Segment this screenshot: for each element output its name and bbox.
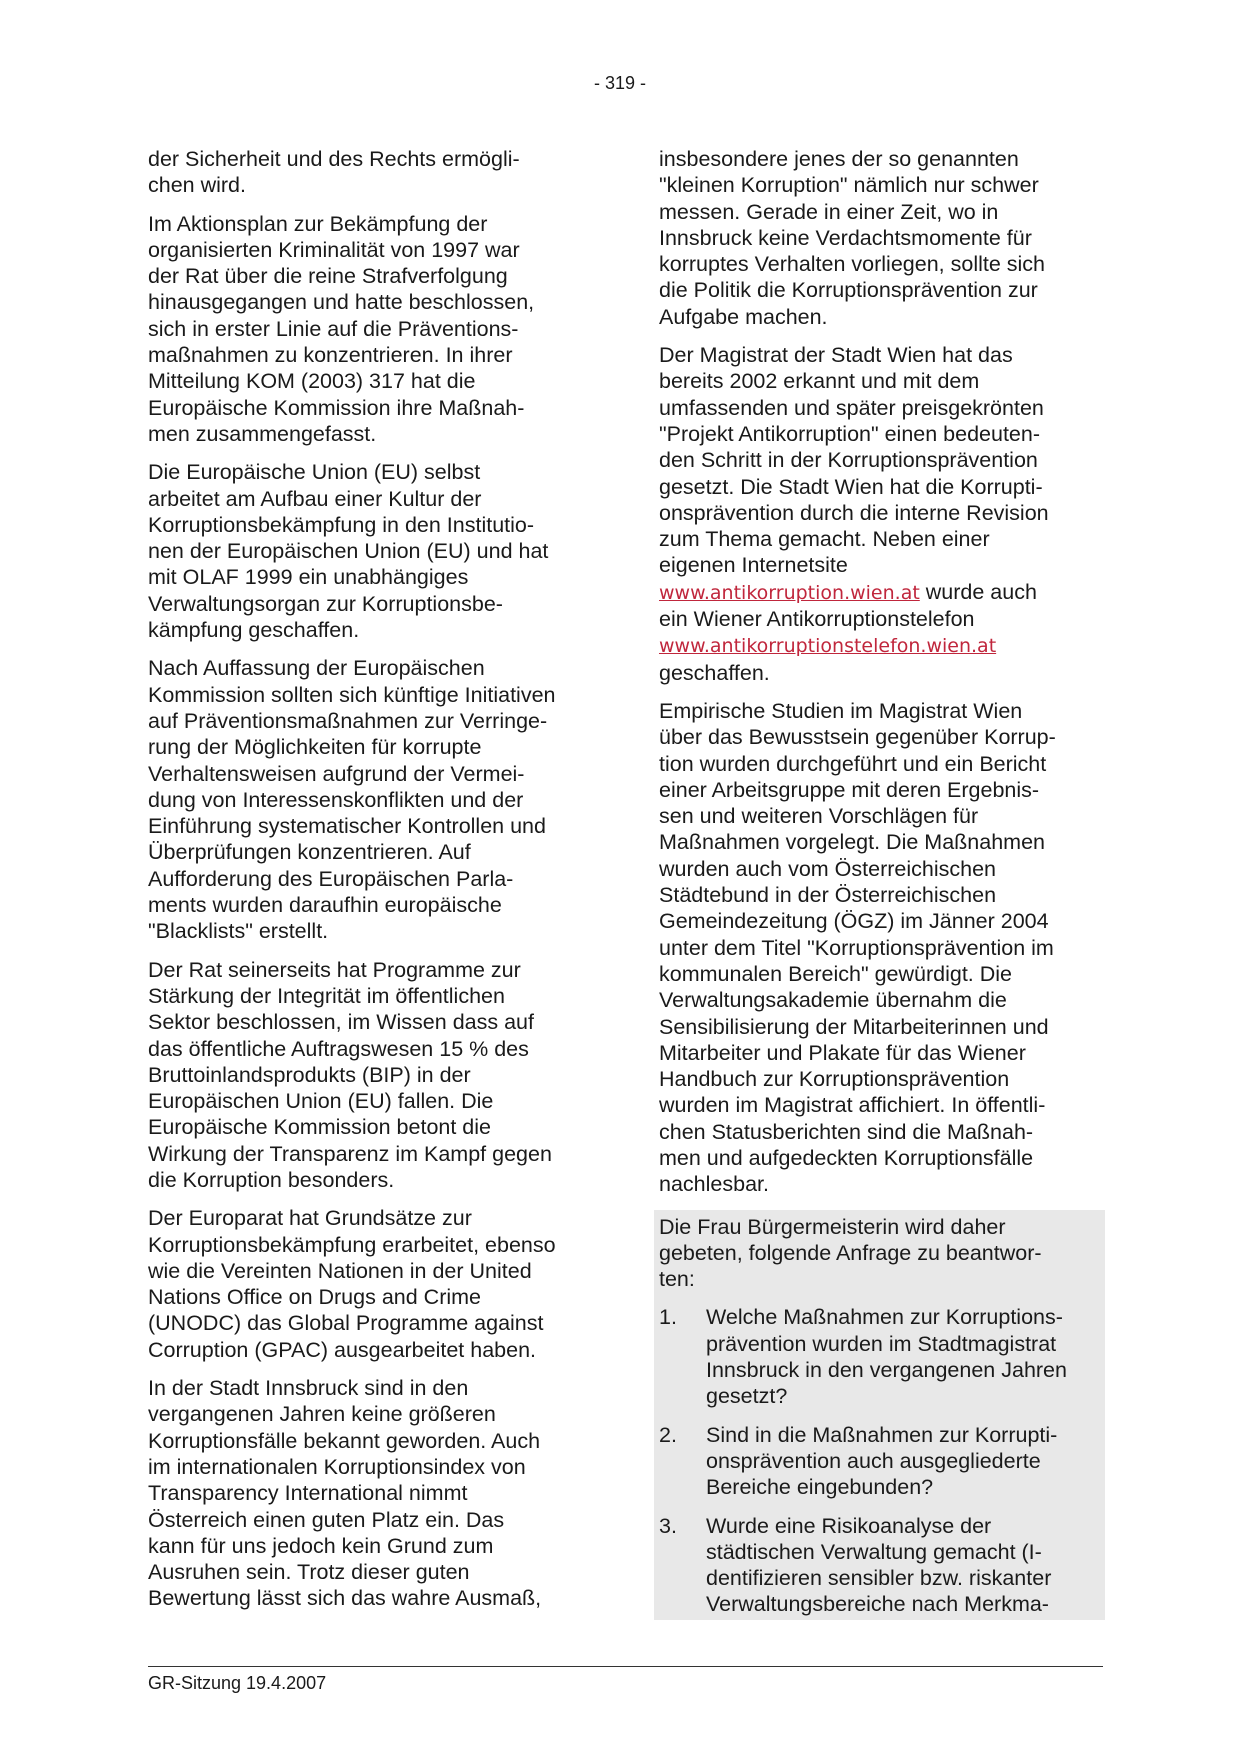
- paragraph: In der Stadt Innsbruck sind in den vergangenen Jahren keine größeren Korruptionsfälle bekannt geworden. Auch im internationalen Korruptionsindex von Transparency International nimmt Österreich einen guten Platz ein. Das kann für uns jedoch kein Grund zum Ausruhen sein. Trotz dieser guten Bewertung lässt sich das wahre Ausmaß,: [148, 1376, 542, 1611]
- paragraph: Die Europäische Union (EU) selbst arbeitet am Aufbau einer Kultur der Korruptionsbekämpfung in den Institutio- nen der Europäischen Union (EU) und hat mit OLAF 1999 ein unabhängiges Verwaltungsorgan zur Korruptionsbe- kämpfung geschaffen.: [148, 460, 549, 643]
- question-text: Welche Maßnahmen zur Korruptions- prävention wurden im Stadtmagistrat Innsbruck in den vergangenen Jahren gesetzt?: [706, 1305, 1067, 1409]
- footer-divider: [148, 1666, 1103, 1667]
- page-number: - 319 -: [593, 73, 647, 93]
- paragraph: der Sicherheit und des Rechts ermögli- chen wird.: [148, 147, 520, 198]
- link-antikorruption[interactable]: www.antikorruption.wien.at: [659, 581, 920, 604]
- paragraph-text: geschaffen.: [659, 660, 770, 685]
- paragraph-wien: [659, 342, 1099, 686]
- list-item: [659, 1304, 1101, 1409]
- paragraph: Empirische Studien im Magistrat Wien über das Bewusstsein gegenüber Korrup- tion wurden durchgeführt und ein Bericht einer Arbeitsgruppe mit deren Ergebnis- sen und weiteren Vorschlägen für Maßnahmen vorgelegt. Die Maßnahmen wurden auch vom Österreichischen Städtebund in der Österreichischen Gemeindezeitung (ÖGZ) im Jänner 2004 unter dem Titel "Korruptionsprävention im kommunalen Bereich" gewürdigt. Die Verwaltungsakademie übernahm die Sensibilisierung der Mitarbeiterinnen und Mitarbeiter und Plakate für das Wiener Handbuch zur Korruptionsprävention wurden im Magistrat affichiert. In öffentli- chen Statusberichten sind die Maßnah- men und aufgedeckten Korruptionsfälle nachlesbar.: [659, 698, 1056, 1197]
- paragraph: Nach Auffassung der Europäischen Kommission sollten sich künftige Initiativen auf Präventionsmaßnahmen zur Verringe- rung der Möglichkeiten für korrupte Verhaltensweisen aufgrund der Vermei- dung von Interessenskonflikten und der Einführung systematischer Kontrollen und Überprüfungen konzentrieren. Auf Aufforderung des Europäischen Parla- ments wurden daraufhin europäische "Blacklists" erstellt.: [148, 656, 556, 944]
- left-column: [148, 146, 593, 1624]
- link-antikorruptionstelefon[interactable]: www.antikorruptionstelefon.wien.at: [659, 635, 997, 658]
- paragraph: Im Aktionsplan zur Bekämpfung der organisierten Kriminalität von 1997 war der Rat über die reine Strafverfolgung hinausgegangen und hatte beschlossen, sich in erster Linie auf die Präventions- maßnahmen zu konzentrieren. In ihrer Mitteilung KOM (2003) 317 hat die Europäische Kommission ihre Maßnah- men zusammengefasst.: [148, 211, 535, 446]
- paragraph: Der Rat seinerseits hat Programme zur Stärkung der Integrität im öffentlichen Sektor beschlossen, im Wissen dass auf das öffentliche Auftragswesen 15 % des Bruttoinlandsprodukts (BIP) in der Europäischen Union (EU) fallen. Die Europäische Kommission betont die Wirkung der Transparenz im Kampf gegen die Korruption besonders.: [148, 957, 552, 1192]
- question-box: [654, 1210, 1105, 1620]
- question-number: 1.: [659, 1305, 677, 1330]
- list-item: [659, 1513, 1101, 1618]
- question-number: 2.: [659, 1422, 677, 1447]
- paragraph: insbesondere jenes der so genannten "kleinen Korruption" nämlich nur schwer messen. Gerade in einer Zeit, wo in Innsbruck keine Verdachtsmomente für korruptes Verhalten vorliegen, sollte sich die Politik die Korruptionsprävention zur Aufgabe machen.: [659, 147, 1046, 329]
- question-text: Sind in die Maßnahmen zur Korrupti- onsprävention auch ausgegliederte Bereiche eingebunden?: [706, 1422, 1058, 1500]
- right-column: [659, 146, 1099, 1620]
- question-text: Wurde eine Risikoanalyse der städtischen Verwaltung gemacht (I- dentifizieren sensibler bzw. riskanter Verwaltungsbereiche nach Merkma-: [706, 1513, 1052, 1617]
- paragraph: Der Europarat hat Grundsätze zur Korruptionsbekämpfung erarbeitet, ebenso wie die Vereinten Nationen in der United Nations Office on Drugs and Crime (UNODC) das Global Programme against Corruption (GPAC) ausgearbeitet haben.: [148, 1206, 556, 1362]
- question-intro: Die Frau Bürgermeisterin wird daher gebeten, folgende Anfrage zu beantwor- ten:: [659, 1214, 1042, 1292]
- question-list: [659, 1304, 1101, 1617]
- question-number: 3.: [659, 1513, 677, 1538]
- footer-text: GR-Sitzung 19.4.2007: [148, 1673, 327, 1693]
- paragraph-text: wurde auch ein Wiener Antikorruptionstelefon: [659, 579, 1037, 632]
- paragraph-text: Der Magistrat der Stadt Wien hat das bereits 2002 erkannt und mit dem umfassenden und später preisgekrönten "Projekt Antikorruption" einen bedeuten- den Schritt in der Korruptionsprävention gesetzt. Die Stadt Wien hat die Korrupti- onsprävention durch die interne Revision zum Thema gemacht. Neben einer eigenen Internetsite: [659, 343, 1049, 578]
- list-item: [659, 1422, 1101, 1501]
